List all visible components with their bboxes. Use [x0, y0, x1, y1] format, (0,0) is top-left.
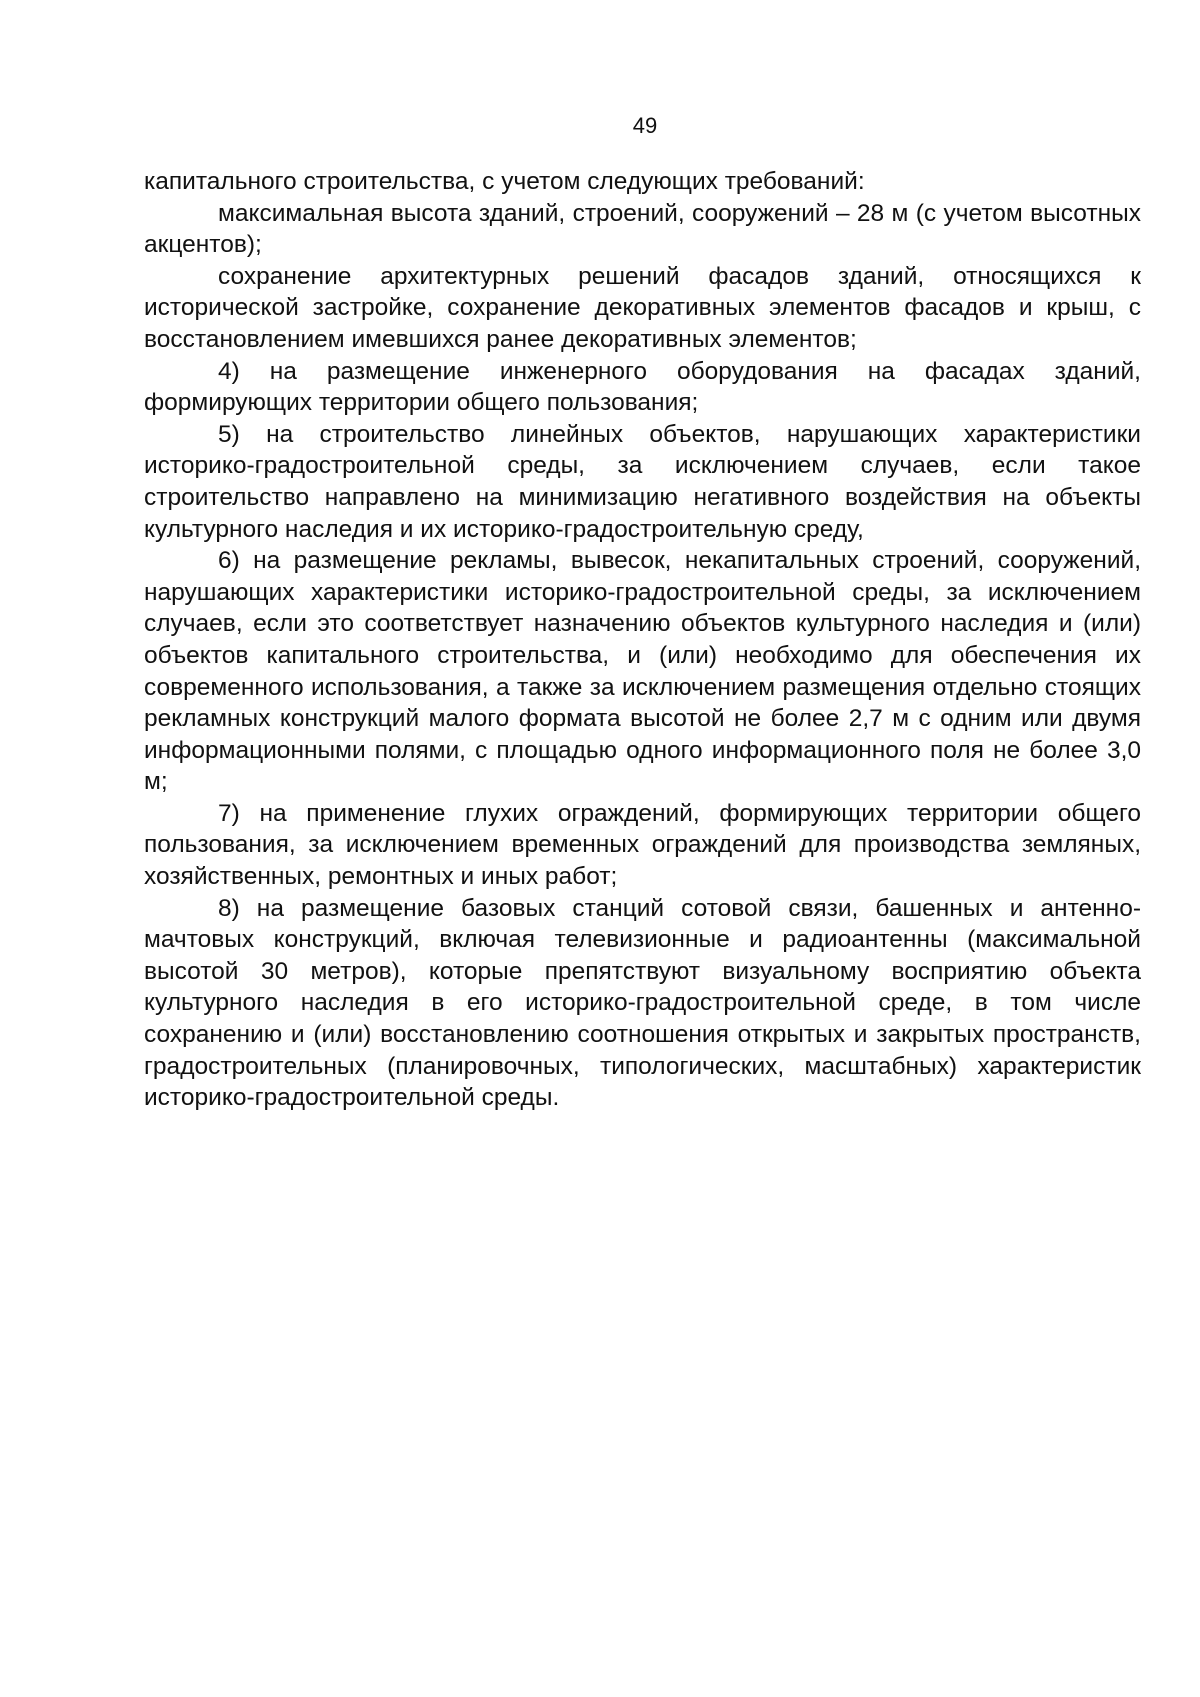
paragraph-item-8: 8) на размещение базовых станций сотовой связи, башенных и антенно-мачтовых конструкций, включая телевизионные и радиоантенны (максимальной высотой 30 метров), которые препятствуют визуальному восприятию объекта культурного наследия в его историко-градостроительной среде, в том числе сохранению и (или) восстановлению соотношения открытых и закрытых пространств, градостроительных (планировочных, типологических, масштабных) характеристик историко-градостроительной среды. [144, 894, 1141, 1112]
paragraph-item-6: 6) на размещение рекламы, вывесок, некапитальных строений, сооружений, нарушающих характеристики историко-градостроительной среды, за исключением случаев, если это соответствует назначению объектов культурного наследия и (или) объектов капитального строительства, и (или) необходимо для обеспечения их современного использования, а также за исключением размещения отдельно стоящих рекламных конструкций малого формата высотой не более 2,7 м с одним или двумя информационными полями, с площадью одного информационного поля не более 3,0 м; [144, 547, 1141, 796]
page-number: 49 [632, 113, 658, 138]
paragraph-continuation: капитального строительства, с учетом следующих требований: [144, 168, 865, 195]
paragraph-max-height: максимальная высота зданий, строений, сооружений – 28 м (с учетом высотных акцентов); [144, 199, 1141, 259]
paragraph-facade-preservation: сохранение архитектурных решений фасадов зданий, относящихся к исторической застройке, сохранение декоративных элементов фасадов и крыш, с восстановлением имевшихся ранее декоративных элементов; [144, 262, 1141, 353]
paragraph-item-4: 4) на размещение инженерного оборудования на фасадах зданий, формирующих территории общего пользования; [144, 357, 1141, 417]
paragraph-item-5: 5) на строительство линейных объектов, нарушающих характеристики историко-градостроительной среды, за исключением случаев, если такое строительство направлено на минимизацию негативного воздействия на объекты культурного наследия и их историко-градостроительную среду, [144, 420, 1141, 543]
paragraph-item-7: 7) на применение глухих ограждений, формирующих территории общего пользования, за исключением временных ограждений для производства земляных, хозяйственных, ремонтных и иных работ; [144, 799, 1141, 891]
document-body [144, 166, 1141, 1114]
